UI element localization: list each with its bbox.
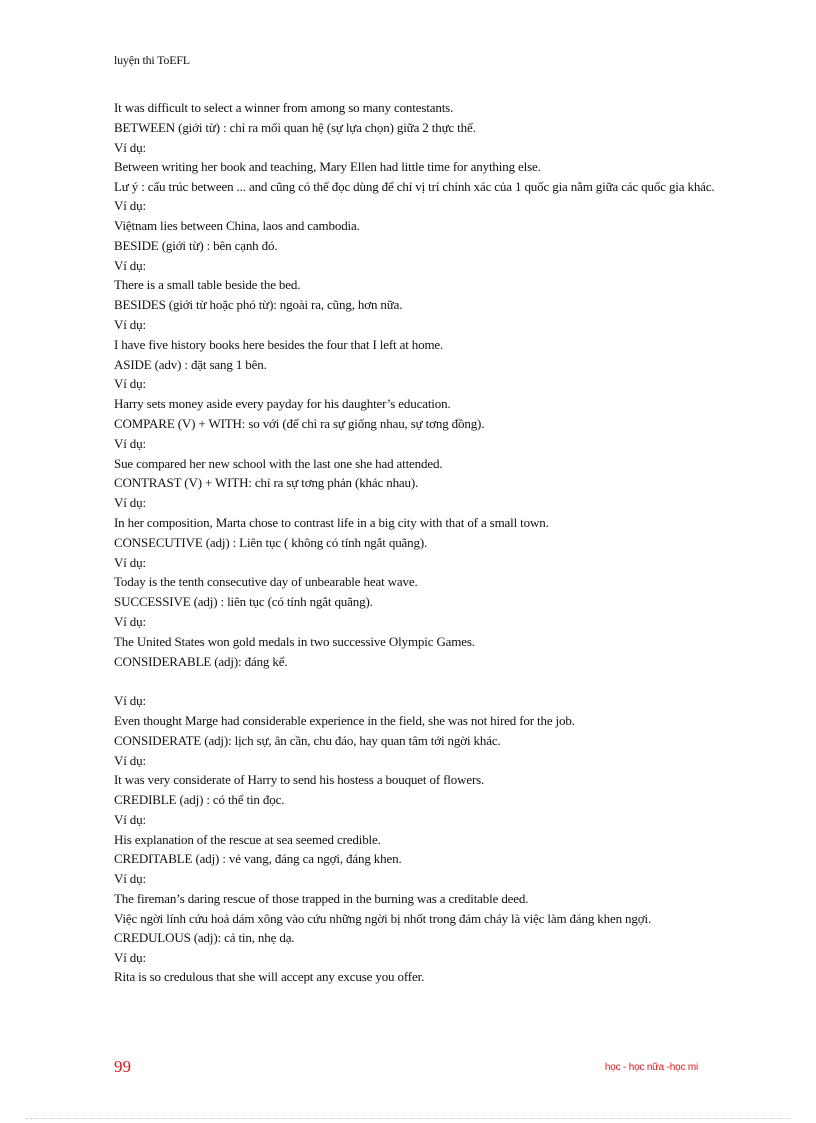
text-line: Ví dụ: xyxy=(114,257,146,273)
text-line: It was difficult to select a winner from among so many contestants. xyxy=(114,100,454,115)
text-line: Việc ngời lính cứu hoả dám xông vào cứu những ngời bị nhốt trong đám cháy là việc làm đáng khen ngợi. xyxy=(114,910,652,926)
text-line: Even thought Marge had considerable experience in the field, she was not hired for the job. xyxy=(114,712,575,728)
text-line: ASIDE (adv) : đặt sang 1 bên. xyxy=(114,356,267,372)
text-line: Between writing her book and teaching, Mary Ellen had little time for anything else. xyxy=(114,159,541,175)
text-line: CREDIBLE (adj) : có thể tin đọc. xyxy=(114,792,285,808)
text-line: Ví dụ: xyxy=(114,198,146,214)
text-line: CONSIDERATE (adj): lịch sự, ân cần, chu đáo, hay quan tâm tới ngời khác. xyxy=(114,732,501,748)
text-line: CONSECUTIVE (adj) : Liên tục ( không có tính ngắt quãng). xyxy=(114,534,428,550)
text-line: In her composition, Marta chose to contrast life in a big city with that of a small town. xyxy=(114,514,549,530)
text-line: CONTRAST (V) + WITH: chỉ ra sự tơng phản (khác nhau). xyxy=(114,475,419,491)
text-line: SUCCESSIVE (adj) : liên tục (có tính ngắt quãng). xyxy=(114,594,373,610)
text-line: His explanation of the rescue at sea seemed credible. xyxy=(114,831,381,847)
text-line: Ví dụ: xyxy=(114,139,146,155)
text-line: BESIDES (giới từ hoặc phó từ): ngoài ra, cũng, hơn nữa. xyxy=(114,297,403,313)
text-line: Lư ý : cấu trúc between ... and cũng có thể đọc dùng để chỉ vị trí chính xác của 1 quốc gia nằm giữa các quốc gia khác. xyxy=(114,179,715,195)
text-line: It was very considerate of Harry to send his hostess a bouquet of flowers. xyxy=(114,772,485,788)
text-line: I have five history books here besides the four that I left at home. xyxy=(114,336,444,352)
blank-line xyxy=(114,674,734,688)
text-line: Ví dụ: xyxy=(114,871,146,887)
text-line: There is a small table beside the bed. xyxy=(114,277,301,293)
page-number: 99 xyxy=(114,1057,131,1076)
text-line: Ví dụ: xyxy=(114,752,146,768)
text-line: Sue compared her new school with the last one she had attended. xyxy=(114,455,443,471)
text-line: COMPARE (V) + WITH: so với (để chỉ ra sự giống nhau, sự tơng đồng). xyxy=(114,415,485,431)
text-line: Ví dụ: xyxy=(114,376,146,392)
text-line: CREDULOUS (adj): cả tin, nhẹ dạ. xyxy=(114,929,295,945)
text-line: Harry sets money aside every payday for his daughter’s education. xyxy=(114,396,451,412)
running-header: luyện thi ToEFL xyxy=(114,53,190,67)
text-line: BETWEEN (giới từ) : chỉ ra mối quan hệ (sự lựa chọn) giữa 2 thực thể. xyxy=(114,119,476,135)
text-line: The United States won gold medals in two successive Olympic Games. xyxy=(114,633,475,649)
text-line: CREDITABLE (adj) : vẻ vang, đáng ca ngợi, đáng khen. xyxy=(114,851,402,867)
text-line: Rita is so credulous that she will accept any excuse you offer. xyxy=(114,969,425,985)
footer-slogan: học - học nữa -học mi xyxy=(604,1062,698,1073)
page-edge-divider xyxy=(26,1118,790,1119)
text-line: BESIDE (giới từ) : bên cạnh đó. xyxy=(114,237,278,253)
text-line: Ví dụ: xyxy=(114,495,146,511)
text-line: The fireman’s daring rescue of those trapped in the burning was a creditable deed. xyxy=(114,891,529,907)
text-line: Ví dụ: xyxy=(114,554,146,570)
text-line: Ví dụ: xyxy=(114,613,146,629)
text-line: Today is the tenth consecutive day of unbearable heat wave. xyxy=(114,574,418,590)
text-line: Việtnam lies between China, laos and cambodia. xyxy=(114,217,360,233)
text-line: Ví dụ: xyxy=(114,316,146,332)
page-body xyxy=(114,101,734,990)
text-line: Ví dụ: xyxy=(114,435,146,451)
text-line: Ví dụ: xyxy=(114,693,146,709)
text-line: Ví dụ: xyxy=(114,949,146,965)
text-line: Ví dụ: xyxy=(114,811,146,827)
text-line: CONSIDERABLE (adj): đáng kể. xyxy=(114,653,288,669)
